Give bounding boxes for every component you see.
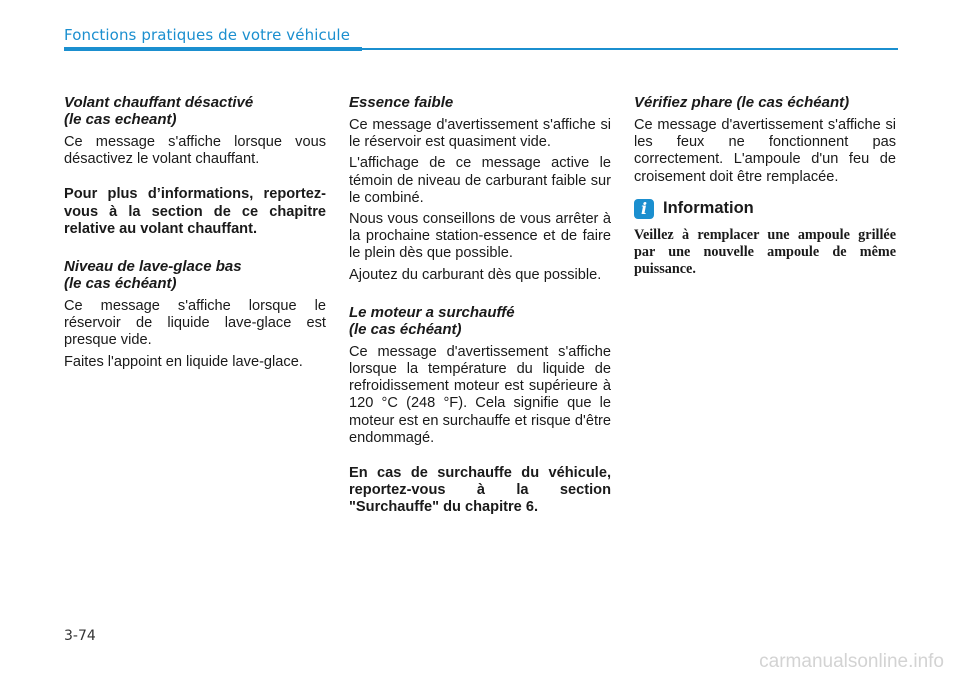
heading-line-1: Volant chauffant désactivé [64,94,254,111]
heading-line-2: (le cas échéant) [349,320,462,338]
paragraph: Ce message s'affiche lorsque vous désactivez le volant chauffant. [64,134,326,168]
info-title: Information [663,199,754,218]
section-heading-washer-fluid [64,258,326,292]
heading-line-2: (le cas échéant) [64,275,177,293]
heading-line-1: Le moteur a surchauffé [349,303,515,321]
paragraph: Nous vous conseillons de vous arrêter à la prochaine station-essence et de faire le plein dès que possible. [349,211,611,262]
info-text: Veillez à remplacer une ampoule grillée par une nouvelle ampoule de même puissance. [634,226,896,277]
header-rule [362,48,898,50]
note-paragraph: En cas de surchauffe du véhicule, reportez-vous à la section "Surchauffe" du chapitre 6. [349,465,611,516]
heading-line-2: (le cas echeant) [64,111,177,128]
section-heading-engine-overheat [349,304,611,338]
note-paragraph: Pour plus d’informations, reportez-vous à la section de ce chapitre relative au volant chauffant. [64,186,326,237]
column-left [64,94,326,371]
info-icon: i [634,199,654,219]
section-heading-heated-steering [64,94,326,128]
paragraph: Ce message d'avertissement s'affiche lorsque la température du liquide de refroidissement moteur est supérieure à 120 °C (248 °F). Cela signifie que le moteur est en surchauffe et risque d'être endommagé. [349,343,611,446]
header-rule-accent [64,47,362,51]
paragraph: Ce message d'avertissement s'affiche si les feux ne fonctionnent pas correctement. L'ampoule d'un feu de croisement doit être remplacée. [634,117,896,185]
page-header-title: Fonctions pratiques de votre véhicule [64,26,351,44]
heading-line-1: Niveau de lave-glace bas [64,258,242,276]
section-heading-low-fuel: Essence faible [349,94,454,111]
paragraph: L'affichage de ce message active le témoin de niveau de carburant faible sur le combiné. [349,155,611,206]
info-box-header [634,199,896,219]
column-right [634,94,896,278]
column-middle [349,94,611,517]
watermark: carmanualsonline.info [759,651,944,672]
paragraph: Ce message d'avertissement s'affiche si le réservoir est quasiment vide. [349,117,611,151]
page-number: 3-74 [64,628,96,644]
paragraph: Ce message s'affiche lorsque le réservoir de liquide lave-glace est presque vide. [64,298,326,349]
paragraph: Faites l'appoint en liquide lave-glace. [64,353,303,370]
section-heading-check-headlight: Vérifiez phare (le cas échéant) [634,94,850,111]
paragraph: Ajoutez du carburant dès que possible. [349,266,602,283]
